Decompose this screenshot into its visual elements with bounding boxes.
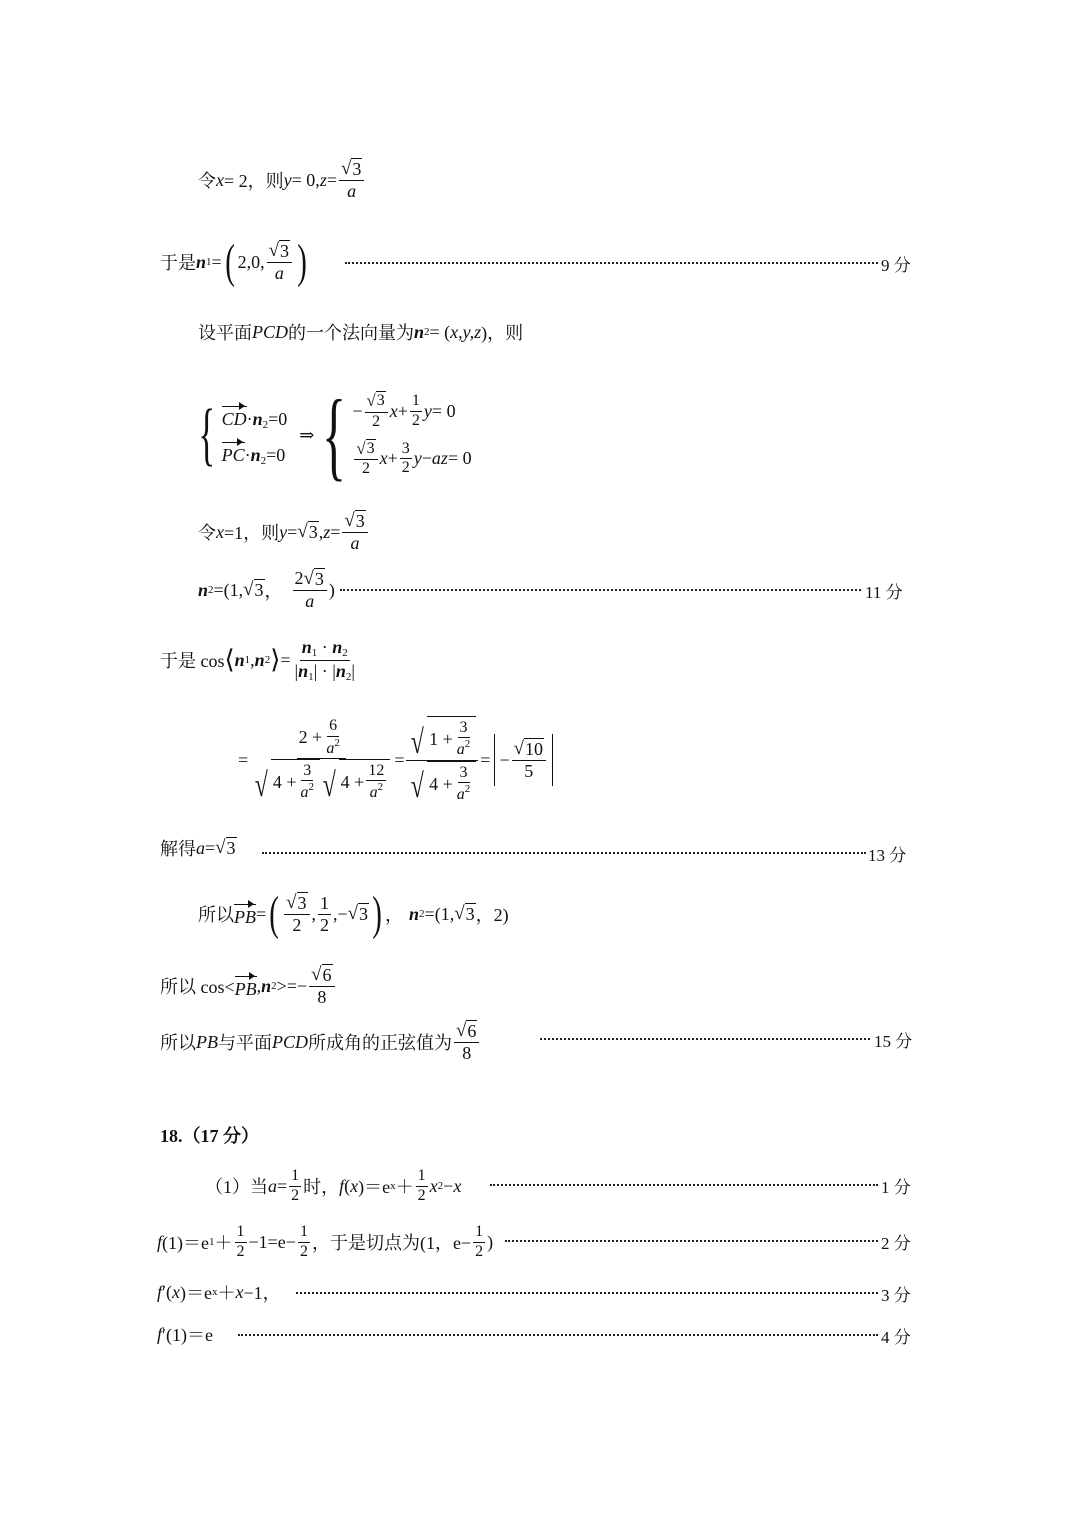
- line-part1-fx: [205, 1156, 461, 1216]
- sqrt: [408, 761, 476, 805]
- vector-pc: PC: [221, 445, 245, 465]
- sqrt: [243, 579, 264, 601]
- text: −: [499, 749, 510, 770]
- subscript: 1: [311, 646, 318, 659]
- var-z: z: [323, 521, 331, 542]
- var-y: y: [279, 521, 288, 542]
- sqrt: [408, 716, 476, 760]
- line-solve-a: [160, 818, 237, 878]
- sqrt-sign: √: [356, 439, 366, 459]
- fraction: [416, 1167, 428, 1205]
- line-pb: PB: [196, 1031, 218, 1052]
- line-cos-computation: [238, 700, 557, 820]
- text: 的一个法向量为: [288, 323, 414, 343]
- numerator: 6: [327, 717, 339, 736]
- text: −: [337, 903, 348, 924]
- dotted-leader: [505, 1240, 878, 1242]
- abs-bar: [552, 734, 553, 786]
- text: −1=e−: [248, 1231, 296, 1252]
- superscript: 2: [377, 781, 384, 794]
- sqrt: [252, 759, 320, 803]
- fraction: [309, 964, 334, 1007]
- text: 设平面: [198, 323, 252, 343]
- linear-equations: [352, 391, 471, 479]
- text: )＝e: [358, 1177, 391, 1197]
- var-a: a: [369, 784, 378, 802]
- text: ，于是切点为(1，e−: [311, 1233, 472, 1253]
- plane-pcd: PCD: [272, 1031, 308, 1052]
- denominator: 8: [462, 1043, 472, 1064]
- text: 所以: [160, 1033, 196, 1053]
- superscript: 2: [464, 782, 471, 795]
- denominator: a: [350, 533, 360, 554]
- text: 时，: [303, 1177, 340, 1197]
- text: ): [487, 1231, 494, 1252]
- var-x: x: [389, 400, 398, 421]
- denominator: a: [274, 263, 284, 284]
- radicand: 3: [366, 440, 375, 457]
- sqrt: [348, 903, 369, 925]
- sqrt: [454, 903, 475, 925]
- radicand: 3: [254, 580, 264, 601]
- text: az: [431, 448, 448, 469]
- denominator: 2: [411, 411, 420, 429]
- var-z: z: [319, 169, 327, 190]
- var-x: x: [379, 448, 388, 469]
- numerator: 1: [473, 1223, 485, 1242]
- line-let-x-1: [198, 502, 370, 562]
- sqrt-sign: √: [344, 510, 355, 532]
- text: ,: [311, 903, 317, 924]
- sqrt-sign: √: [303, 568, 314, 590]
- numerator: 1: [320, 892, 330, 913]
- text: |: [351, 660, 355, 681]
- text: =: [326, 169, 337, 190]
- func-f: f: [157, 1323, 163, 1344]
- vector-n: n: [332, 636, 343, 657]
- vector-n: n: [196, 251, 207, 272]
- var-y: y: [413, 448, 422, 469]
- right-paren: ): [297, 235, 307, 288]
- left-angle: ⟨: [224, 645, 235, 674]
- vector-n: n: [298, 660, 309, 681]
- subscript: 2: [260, 455, 267, 467]
- text: ，2): [475, 905, 509, 925]
- fraction: [284, 892, 309, 935]
- text: =(1,: [424, 903, 455, 924]
- text: 令: [198, 523, 216, 543]
- sqrt-sign: √: [286, 892, 297, 914]
- fraction: [318, 893, 331, 935]
- denominator: 8: [317, 987, 327, 1008]
- text: =: [280, 649, 291, 670]
- sqrt: [297, 521, 318, 543]
- text: 2: [294, 568, 304, 589]
- fraction: [298, 762, 316, 803]
- text: =0: [266, 445, 286, 465]
- text: =: [394, 749, 405, 770]
- fraction: [400, 440, 412, 478]
- denominator: 2: [362, 460, 370, 478]
- line-sine-value: [160, 1012, 481, 1072]
- numerator: 1: [410, 392, 422, 411]
- text: 令: [198, 171, 216, 191]
- sqrt-sign: √: [513, 738, 524, 760]
- abs-bar: [494, 734, 495, 786]
- denominator: 2: [236, 1242, 245, 1260]
- text: =: [287, 521, 298, 542]
- radicand: 3: [308, 522, 318, 543]
- numerator: 3: [400, 440, 412, 459]
- subscript: 1: [244, 654, 251, 666]
- numerator: 1: [289, 1167, 301, 1186]
- text: −: [443, 1175, 454, 1196]
- text: −: [352, 400, 363, 421]
- line-cos-pb-n2: [160, 956, 337, 1016]
- dotted-leader: [262, 852, 866, 854]
- fraction: [293, 637, 357, 683]
- superscript: x: [211, 1286, 218, 1298]
- equation-1: [352, 391, 471, 431]
- subscript: 1: [206, 256, 212, 268]
- func-f: f: [157, 1281, 163, 1302]
- fraction: [455, 764, 473, 805]
- func-f: f: [339, 1175, 345, 1196]
- denominator: 2: [401, 459, 410, 477]
- vector-conditions: [222, 403, 288, 467]
- sqrt-sign: √: [366, 391, 376, 411]
- dotted-leader: [296, 1292, 878, 1294]
- cd-condition: [222, 403, 288, 431]
- fraction: [339, 158, 364, 201]
- var-a: a: [268, 1175, 277, 1196]
- text: 4 +: [340, 772, 365, 793]
- radicand: 3: [280, 241, 290, 262]
- numerator: 1: [416, 1167, 428, 1186]
- numerator: 3: [301, 762, 313, 781]
- var-y: y: [283, 169, 292, 190]
- superscript: 2: [271, 980, 277, 992]
- question-title: 18.（17 分）: [160, 1126, 259, 1146]
- implies-arrow: ⇒: [299, 424, 315, 445]
- superscript: 1: [209, 1236, 215, 1248]
- radicand: 3: [314, 569, 324, 590]
- superscript: 2: [308, 781, 314, 794]
- line-pb-vector: [198, 884, 509, 944]
- text: |: [294, 660, 299, 681]
- text: (: [344, 1175, 351, 1196]
- vector-n: n: [414, 321, 425, 342]
- fraction: [324, 717, 342, 758]
- text: −1，: [243, 1283, 281, 1303]
- numerator: 3: [458, 764, 470, 783]
- numerator: 1: [235, 1223, 247, 1242]
- subscript: 1: [308, 670, 314, 683]
- superscript: 2: [464, 738, 471, 751]
- text: |: [313, 660, 318, 681]
- sqrt-sign: √: [347, 903, 359, 924]
- plane-pcd: PCD: [252, 321, 288, 342]
- score-label: 13 分: [868, 846, 907, 865]
- fraction: [455, 719, 473, 760]
- vector-cd: CD: [221, 409, 247, 429]
- line-n2-value: [198, 560, 335, 620]
- radicand: 3: [297, 893, 307, 914]
- text: )＝e: [179, 1283, 212, 1303]
- var-x: x: [216, 169, 224, 190]
- subscript: 2: [208, 584, 214, 596]
- text: =1，则: [224, 523, 280, 543]
- denominator: 2: [417, 1186, 426, 1204]
- vector-n: n: [409, 903, 420, 924]
- numerator: 1: [298, 1223, 310, 1242]
- line-let-x-2: [198, 150, 366, 210]
- var-a: a: [326, 739, 335, 757]
- text: ·: [246, 409, 253, 429]
- subscript: 2: [262, 419, 269, 431]
- dotted-leader: [490, 1184, 878, 1186]
- sqrt-sign: √: [454, 903, 465, 924]
- vector-n: n: [234, 649, 245, 670]
- text: x,y,z: [450, 321, 482, 342]
- denominator: 2: [372, 412, 381, 430]
- text: ＋: [214, 1233, 233, 1253]
- text: 1 +: [429, 728, 453, 749]
- line-derivative-at-1: [157, 1304, 213, 1364]
- text: = 0,: [291, 169, 320, 190]
- text: ·: [317, 660, 333, 681]
- dotted-leader: [238, 1334, 878, 1336]
- text: =: [238, 749, 249, 770]
- text: =: [480, 749, 491, 770]
- text: (1)＝e: [162, 1233, 209, 1253]
- subscript: 2: [419, 908, 425, 920]
- text: ,: [250, 649, 255, 670]
- radicand: 6: [467, 1021, 477, 1042]
- var-x: x: [350, 1175, 359, 1196]
- text: +: [397, 400, 408, 421]
- fraction: [235, 1223, 247, 1261]
- subscript: 2: [424, 326, 430, 338]
- line-cos-formula: [160, 630, 359, 690]
- radicand: 3: [226, 838, 236, 859]
- sqrt-sign: √: [411, 723, 425, 761]
- text: 2,0,: [237, 251, 265, 272]
- sqrt-sign: √: [411, 768, 425, 806]
- var-a: a: [456, 741, 465, 759]
- text: =(1,: [213, 579, 244, 600]
- text: =: [205, 837, 216, 858]
- var-x: x: [235, 1281, 244, 1302]
- dotted-leader: [340, 589, 861, 591]
- pc-condition: [222, 439, 288, 467]
- text: = (: [429, 321, 451, 342]
- text: 所成角的正弦值为: [308, 1033, 452, 1053]
- vector-n: n: [335, 660, 346, 681]
- fraction: [298, 1223, 310, 1261]
- radicand: 3: [359, 904, 369, 925]
- sqrt-sign: √: [254, 766, 269, 804]
- superscript: x: [390, 1180, 396, 1192]
- fraction: [406, 716, 478, 805]
- vector-n: n: [254, 649, 265, 670]
- fraction: [289, 1167, 301, 1205]
- denominator: 2: [320, 914, 330, 935]
- text: =: [256, 903, 267, 924]
- vector-pb: PB: [234, 978, 257, 999]
- sqrt-sign: √: [340, 158, 352, 180]
- text: +: [387, 448, 398, 469]
- numerator: 12: [366, 762, 386, 781]
- text: =: [277, 1175, 288, 1196]
- score-label: 11 分: [865, 583, 903, 602]
- text: ＋: [217, 1283, 236, 1303]
- numerator: 3: [458, 719, 470, 738]
- text: ·: [244, 445, 251, 465]
- equation-2: [352, 439, 471, 479]
- text: ,: [256, 975, 262, 996]
- score-label: 4 分: [881, 1328, 911, 1347]
- text: 4 +: [272, 772, 297, 793]
- text: ，: [264, 581, 283, 601]
- text: =: [211, 251, 222, 272]
- vector-n: n: [198, 579, 209, 600]
- var-x: x: [453, 1175, 462, 1196]
- vector-pb: PB: [234, 906, 256, 927]
- denominator: 5: [524, 761, 534, 782]
- fraction: [512, 738, 546, 781]
- right-angle: ⟩: [270, 645, 281, 674]
- text: >=−: [276, 975, 308, 996]
- sqrt-sign: √: [297, 521, 308, 542]
- text: 与平面: [218, 1033, 272, 1053]
- fraction: [366, 762, 386, 803]
- text: 所以: [198, 905, 234, 925]
- score-label: 2 分: [881, 1234, 911, 1253]
- dotted-leader: [540, 1038, 870, 1040]
- subscript: 2: [342, 646, 348, 659]
- radicand: 3: [352, 159, 362, 180]
- denominator: 2: [475, 1242, 484, 1260]
- score-label: 1 分: [881, 1178, 911, 1197]
- denominator: a: [347, 181, 357, 202]
- var-x: x: [429, 1175, 438, 1196]
- var-x: x: [171, 1281, 180, 1302]
- fraction: [354, 439, 377, 479]
- fraction: [454, 1020, 479, 1063]
- text: )，则: [481, 323, 524, 343]
- text: =: [330, 521, 341, 542]
- text: ＋: [395, 1177, 414, 1197]
- sqrt-sign: √: [215, 837, 226, 858]
- left-paren: (: [269, 887, 279, 940]
- left-brace: {: [322, 379, 347, 490]
- fraction: [267, 240, 292, 283]
- radicand: 10: [524, 739, 543, 760]
- text: 2 +: [298, 727, 323, 748]
- var-a: a: [196, 837, 205, 858]
- left-paren: (: [224, 235, 235, 288]
- var-a: a: [456, 785, 465, 803]
- text: = 0: [431, 400, 456, 421]
- text: 4 +: [429, 773, 453, 794]
- vector-n: n: [301, 636, 312, 657]
- func-f: f: [157, 1231, 163, 1252]
- dotted-leader: [345, 262, 878, 264]
- text: 解得: [160, 839, 196, 859]
- radicand: 3: [465, 904, 475, 925]
- vector-n: n: [261, 975, 272, 996]
- score-label: 9 分: [881, 256, 911, 275]
- line-normal-vector-pcd: [198, 302, 523, 362]
- right-paren: ): [372, 887, 382, 940]
- text: = 2，则: [224, 171, 284, 191]
- denominator: 2: [299, 1242, 308, 1260]
- var-x: x: [216, 521, 224, 542]
- text: ′(: [162, 1281, 172, 1302]
- text: |: [332, 660, 336, 681]
- left-brace: {: [198, 396, 216, 473]
- sqrt-sign: √: [322, 766, 336, 804]
- sqrt-sign: √: [456, 1020, 467, 1042]
- text: 所以 cos<: [160, 977, 235, 997]
- fraction: [365, 391, 388, 431]
- score-label: 3 分: [881, 1286, 911, 1305]
- sqrt: [215, 837, 236, 859]
- fraction: [342, 510, 367, 553]
- text: ，: [385, 905, 404, 925]
- sqrt-sign: √: [243, 579, 254, 600]
- text: ′(1)＝e: [162, 1325, 213, 1345]
- superscript: 2: [334, 736, 340, 749]
- fraction: [410, 392, 422, 430]
- subscript: 2: [345, 670, 352, 683]
- fraction: [250, 717, 392, 803]
- text: ,: [318, 521, 324, 542]
- text: −: [421, 448, 432, 469]
- text: 于是: [160, 253, 196, 273]
- vector-n: n: [252, 409, 263, 429]
- radicand: 3: [355, 511, 365, 532]
- sqrt-sign: √: [268, 240, 280, 262]
- vector-n: n: [250, 445, 261, 465]
- var-a: a: [300, 784, 309, 802]
- denominator: 2: [292, 915, 302, 936]
- radicand: 3: [376, 392, 385, 410]
- radicand: 6: [322, 965, 332, 986]
- text: 于是 cos: [160, 651, 225, 671]
- score-label: 15 分: [874, 1032, 913, 1051]
- denominator: 2: [291, 1186, 300, 1204]
- subscript: 2: [264, 654, 271, 666]
- denominator: a: [305, 591, 315, 612]
- fraction: [473, 1223, 485, 1261]
- sqrt: [320, 759, 390, 803]
- superscript: 2: [437, 1180, 444, 1192]
- line-n1: [160, 232, 310, 292]
- fraction: [293, 568, 327, 611]
- text: = 0: [447, 448, 472, 469]
- text: =0: [268, 409, 288, 429]
- var-y: y: [423, 400, 432, 421]
- equation-system: [196, 378, 472, 492]
- sqrt-sign: √: [311, 964, 322, 986]
- text: ,: [333, 903, 338, 924]
- text: ): [328, 579, 335, 600]
- text: （1）当: [205, 1177, 268, 1197]
- text: ·: [317, 636, 333, 657]
